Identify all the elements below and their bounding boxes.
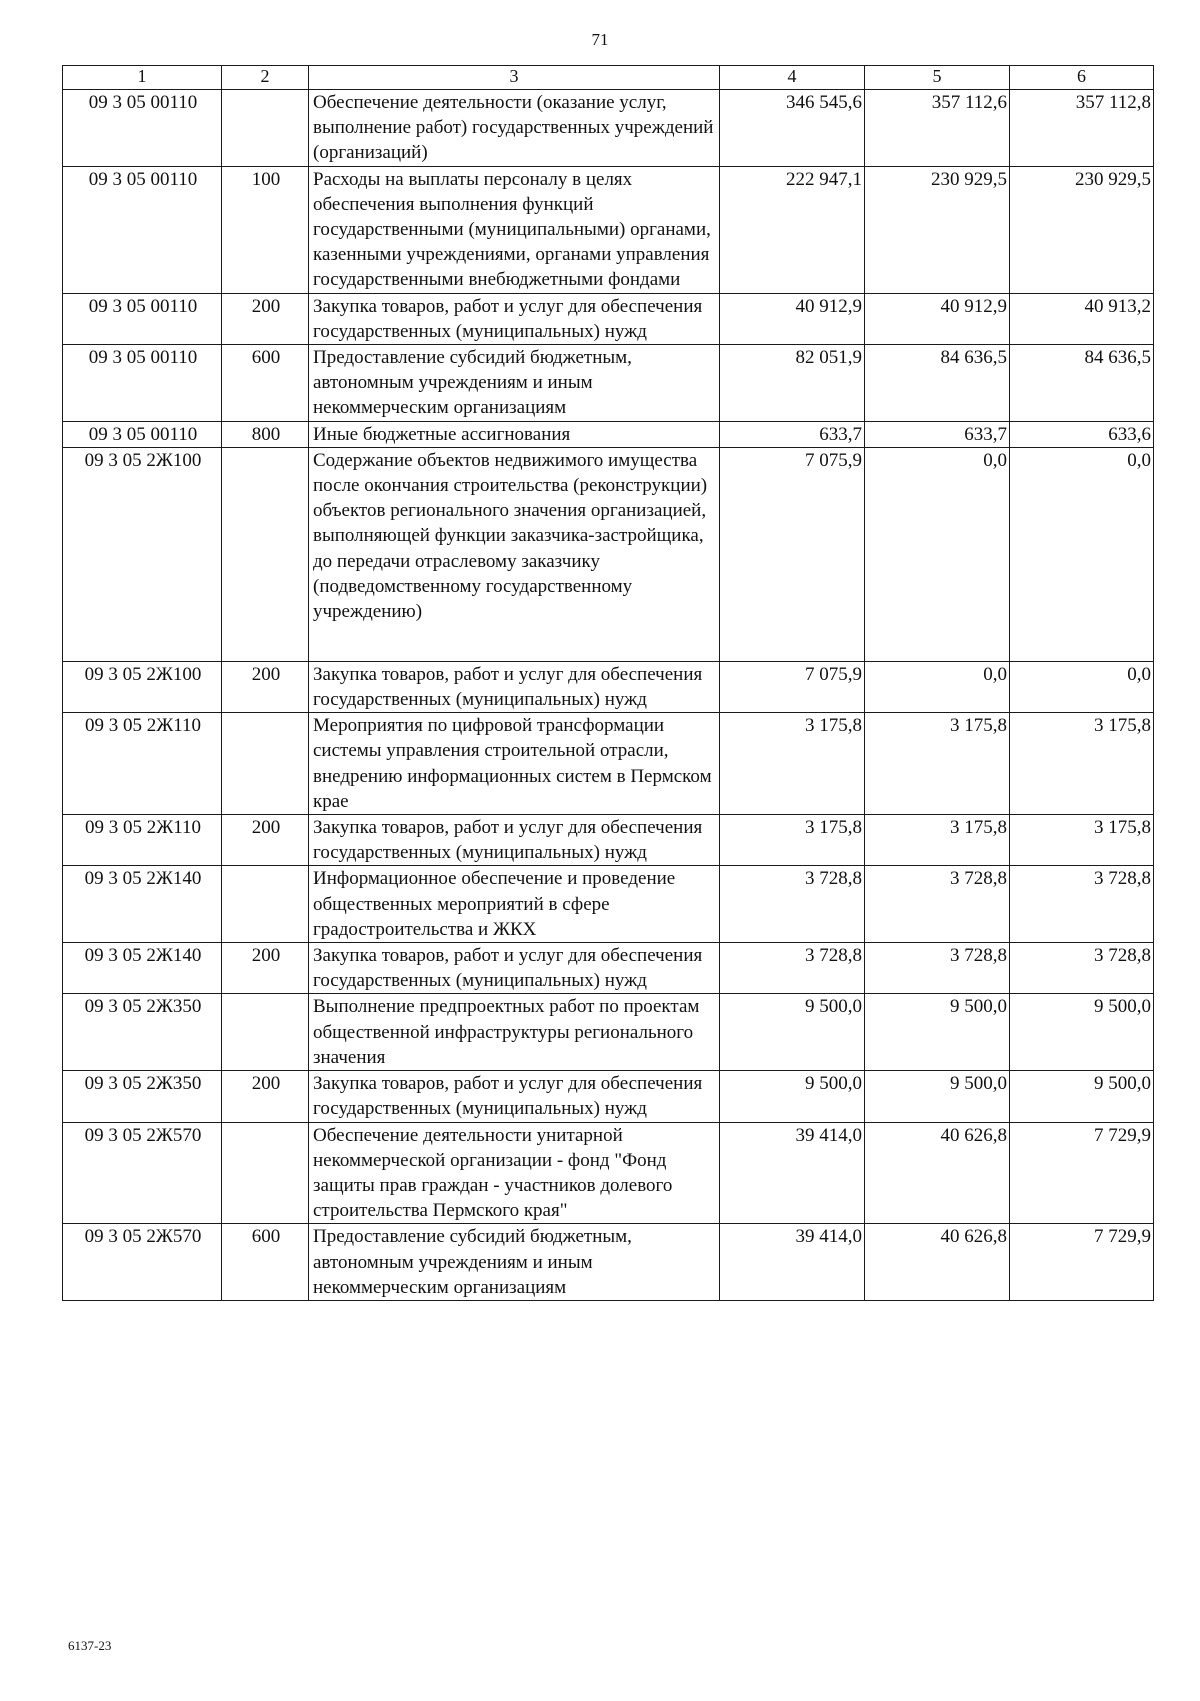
expense-type-code: 200 bbox=[222, 293, 309, 344]
expense-type-code bbox=[222, 90, 309, 167]
amount-year-1: 222 947,1 bbox=[720, 166, 865, 293]
header-col-5: 5 bbox=[865, 66, 1010, 90]
header-col-2: 2 bbox=[222, 66, 309, 90]
expense-type-code: 600 bbox=[222, 345, 309, 422]
amount-year-2: 3 175,8 bbox=[865, 815, 1010, 866]
target-article-code: 09 3 05 00110 bbox=[63, 345, 222, 422]
expense-type-code: 600 bbox=[222, 1224, 309, 1301]
budget-table bbox=[62, 65, 1154, 1301]
amount-year-1: 39 414,0 bbox=[720, 1224, 865, 1301]
amount-year-2: 633,7 bbox=[865, 421, 1010, 447]
table-row bbox=[63, 713, 1154, 815]
amount-year-3: 0,0 bbox=[1010, 661, 1154, 712]
amount-year-1: 3 175,8 bbox=[720, 815, 865, 866]
amount-year-2: 3 728,8 bbox=[865, 943, 1010, 994]
expense-type-code bbox=[222, 447, 309, 661]
amount-year-2: 0,0 bbox=[865, 661, 1010, 712]
row-name: Информационное обеспечение и проведение общественных мероприятий в сфере градостроительства и ЖКХ bbox=[309, 866, 720, 943]
row-name: Предоставление субсидий бюджетным, автономным учреждениям и иным некоммерческим организациям bbox=[309, 1224, 720, 1301]
amount-year-1: 3 728,8 bbox=[720, 943, 865, 994]
table-row bbox=[63, 815, 1154, 866]
table-row bbox=[63, 90, 1154, 167]
row-name: Иные бюджетные ассигнования bbox=[309, 421, 720, 447]
row-name: Закупка товаров, работ и услуг для обеспечения государственных (муниципальных) нужд bbox=[309, 943, 720, 994]
header-col-1: 1 bbox=[63, 66, 222, 90]
amount-year-3: 9 500,0 bbox=[1010, 994, 1154, 1071]
header-row bbox=[63, 66, 1154, 90]
row-name: Закупка товаров, работ и услуг для обеспечения государственных (муниципальных) нужд bbox=[309, 293, 720, 344]
target-article-code: 09 3 05 00110 bbox=[63, 293, 222, 344]
amount-year-2: 3 175,8 bbox=[865, 713, 1010, 815]
table-row bbox=[63, 421, 1154, 447]
header-col-4: 4 bbox=[720, 66, 865, 90]
expense-type-code: 800 bbox=[222, 421, 309, 447]
table-row bbox=[63, 166, 1154, 293]
amount-year-3: 357 112,8 bbox=[1010, 90, 1154, 167]
table-row bbox=[63, 1122, 1154, 1224]
row-name: Закупка товаров, работ и услуг для обеспечения государственных (муниципальных) нужд bbox=[309, 815, 720, 866]
target-article-code: 09 3 05 00110 bbox=[63, 421, 222, 447]
amount-year-1: 346 545,6 bbox=[720, 90, 865, 167]
expense-type-code bbox=[222, 866, 309, 943]
target-article-code: 09 3 05 2Ж110 bbox=[63, 713, 222, 815]
target-article-code: 09 3 05 2Ж140 bbox=[63, 943, 222, 994]
row-name: Мероприятия по цифровой трансформации системы управления строительной отрасли, внедрению информационных систем в Пермском крае bbox=[309, 713, 720, 815]
amount-year-2: 9 500,0 bbox=[865, 1071, 1010, 1122]
header-col-6: 6 bbox=[1010, 66, 1154, 90]
amount-year-3: 3 175,8 bbox=[1010, 713, 1154, 815]
amount-year-3: 9 500,0 bbox=[1010, 1071, 1154, 1122]
amount-year-1: 39 414,0 bbox=[720, 1122, 865, 1224]
expense-type-code: 200 bbox=[222, 943, 309, 994]
target-article-code: 09 3 05 2Ж140 bbox=[63, 866, 222, 943]
target-article-code: 09 3 05 2Ж570 bbox=[63, 1122, 222, 1224]
amount-year-3: 3 175,8 bbox=[1010, 815, 1154, 866]
amount-year-3: 3 728,8 bbox=[1010, 866, 1154, 943]
row-name: Расходы на выплаты персоналу в целях обеспечения выполнения функций государственными (муниципальными) органами, казенными учреждениями, органами управления государственными внебюджетными фондами bbox=[309, 166, 720, 293]
amount-year-3: 7 729,9 bbox=[1010, 1122, 1154, 1224]
row-name: Закупка товаров, работ и услуг для обеспечения государственных (муниципальных) нужд bbox=[309, 661, 720, 712]
row-name: Выполнение предпроектных работ по проектам общественной инфраструктуры регионального значения bbox=[309, 994, 720, 1071]
amount-year-2: 357 112,6 bbox=[865, 90, 1010, 167]
table-row bbox=[63, 994, 1154, 1071]
header-col-3: 3 bbox=[309, 66, 720, 90]
page-number: 71 bbox=[591, 30, 609, 49]
amount-year-3: 3 728,8 bbox=[1010, 943, 1154, 994]
row-name: Обеспечение деятельности (оказание услуг, выполнение работ) государственных учреждений (организаций) bbox=[309, 90, 720, 167]
amount-year-1: 82 051,9 bbox=[720, 345, 865, 422]
target-article-code: 09 3 05 00110 bbox=[63, 90, 222, 167]
expense-type-code: 200 bbox=[222, 815, 309, 866]
expense-type-code bbox=[222, 713, 309, 815]
amount-year-1: 3 728,8 bbox=[720, 866, 865, 943]
amount-year-2: 0,0 bbox=[865, 447, 1010, 661]
table-row bbox=[63, 447, 1154, 661]
target-article-code: 09 3 05 2Ж350 bbox=[63, 1071, 222, 1122]
amount-year-1: 40 912,9 bbox=[720, 293, 865, 344]
table-row bbox=[63, 345, 1154, 422]
target-article-code: 09 3 05 2Ж100 bbox=[63, 661, 222, 712]
table-row bbox=[63, 1071, 1154, 1122]
amount-year-1: 9 500,0 bbox=[720, 994, 865, 1071]
amount-year-2: 3 728,8 bbox=[865, 866, 1010, 943]
amount-year-2: 9 500,0 bbox=[865, 994, 1010, 1071]
amount-year-3: 40 913,2 bbox=[1010, 293, 1154, 344]
target-article-code: 09 3 05 2Ж100 bbox=[63, 447, 222, 661]
document-code: 6137-23 bbox=[68, 1638, 112, 1653]
amount-year-2: 40 626,8 bbox=[865, 1122, 1010, 1224]
amount-year-2: 40 626,8 bbox=[865, 1224, 1010, 1301]
row-name: Содержание объектов недвижимого имущества после окончания строительства (реконструкции) объектов регионального значения организацией, выполняющей функции заказчика-застройщика, до передачи отраслевому заказчику (подведомственному государственному учреждению) bbox=[309, 447, 720, 661]
amount-year-3: 633,6 bbox=[1010, 421, 1154, 447]
expense-type-code bbox=[222, 994, 309, 1071]
table-row bbox=[63, 943, 1154, 994]
amount-year-1: 7 075,9 bbox=[720, 661, 865, 712]
target-article-code: 09 3 05 2Ж350 bbox=[63, 994, 222, 1071]
expense-type-code: 100 bbox=[222, 166, 309, 293]
table-row bbox=[63, 293, 1154, 344]
amount-year-2: 40 912,9 bbox=[865, 293, 1010, 344]
amount-year-3: 0,0 bbox=[1010, 447, 1154, 661]
amount-year-2: 230 929,5 bbox=[865, 166, 1010, 293]
row-name: Обеспечение деятельности унитарной некоммерческой организации - фонд "Фонд защиты прав граждан - участников долевого строительства Пермского края" bbox=[309, 1122, 720, 1224]
table-row bbox=[63, 866, 1154, 943]
amount-year-3: 7 729,9 bbox=[1010, 1224, 1154, 1301]
amount-year-1: 3 175,8 bbox=[720, 713, 865, 815]
amount-year-1: 9 500,0 bbox=[720, 1071, 865, 1122]
amount-year-3: 230 929,5 bbox=[1010, 166, 1154, 293]
target-article-code: 09 3 05 2Ж110 bbox=[63, 815, 222, 866]
expense-type-code bbox=[222, 1122, 309, 1224]
target-article-code: 09 3 05 2Ж570 bbox=[63, 1224, 222, 1301]
expense-type-code: 200 bbox=[222, 1071, 309, 1122]
amount-year-2: 84 636,5 bbox=[865, 345, 1010, 422]
expense-type-code: 200 bbox=[222, 661, 309, 712]
row-name: Предоставление субсидий бюджетным, автономным учреждениям и иным некоммерческим организациям bbox=[309, 345, 720, 422]
table-row bbox=[63, 1224, 1154, 1301]
amount-year-1: 7 075,9 bbox=[720, 447, 865, 661]
target-article-code: 09 3 05 00110 bbox=[63, 166, 222, 293]
row-name: Закупка товаров, работ и услуг для обеспечения государственных (муниципальных) нужд bbox=[309, 1071, 720, 1122]
amount-year-1: 633,7 bbox=[720, 421, 865, 447]
amount-year-3: 84 636,5 bbox=[1010, 345, 1154, 422]
table-row bbox=[63, 661, 1154, 712]
